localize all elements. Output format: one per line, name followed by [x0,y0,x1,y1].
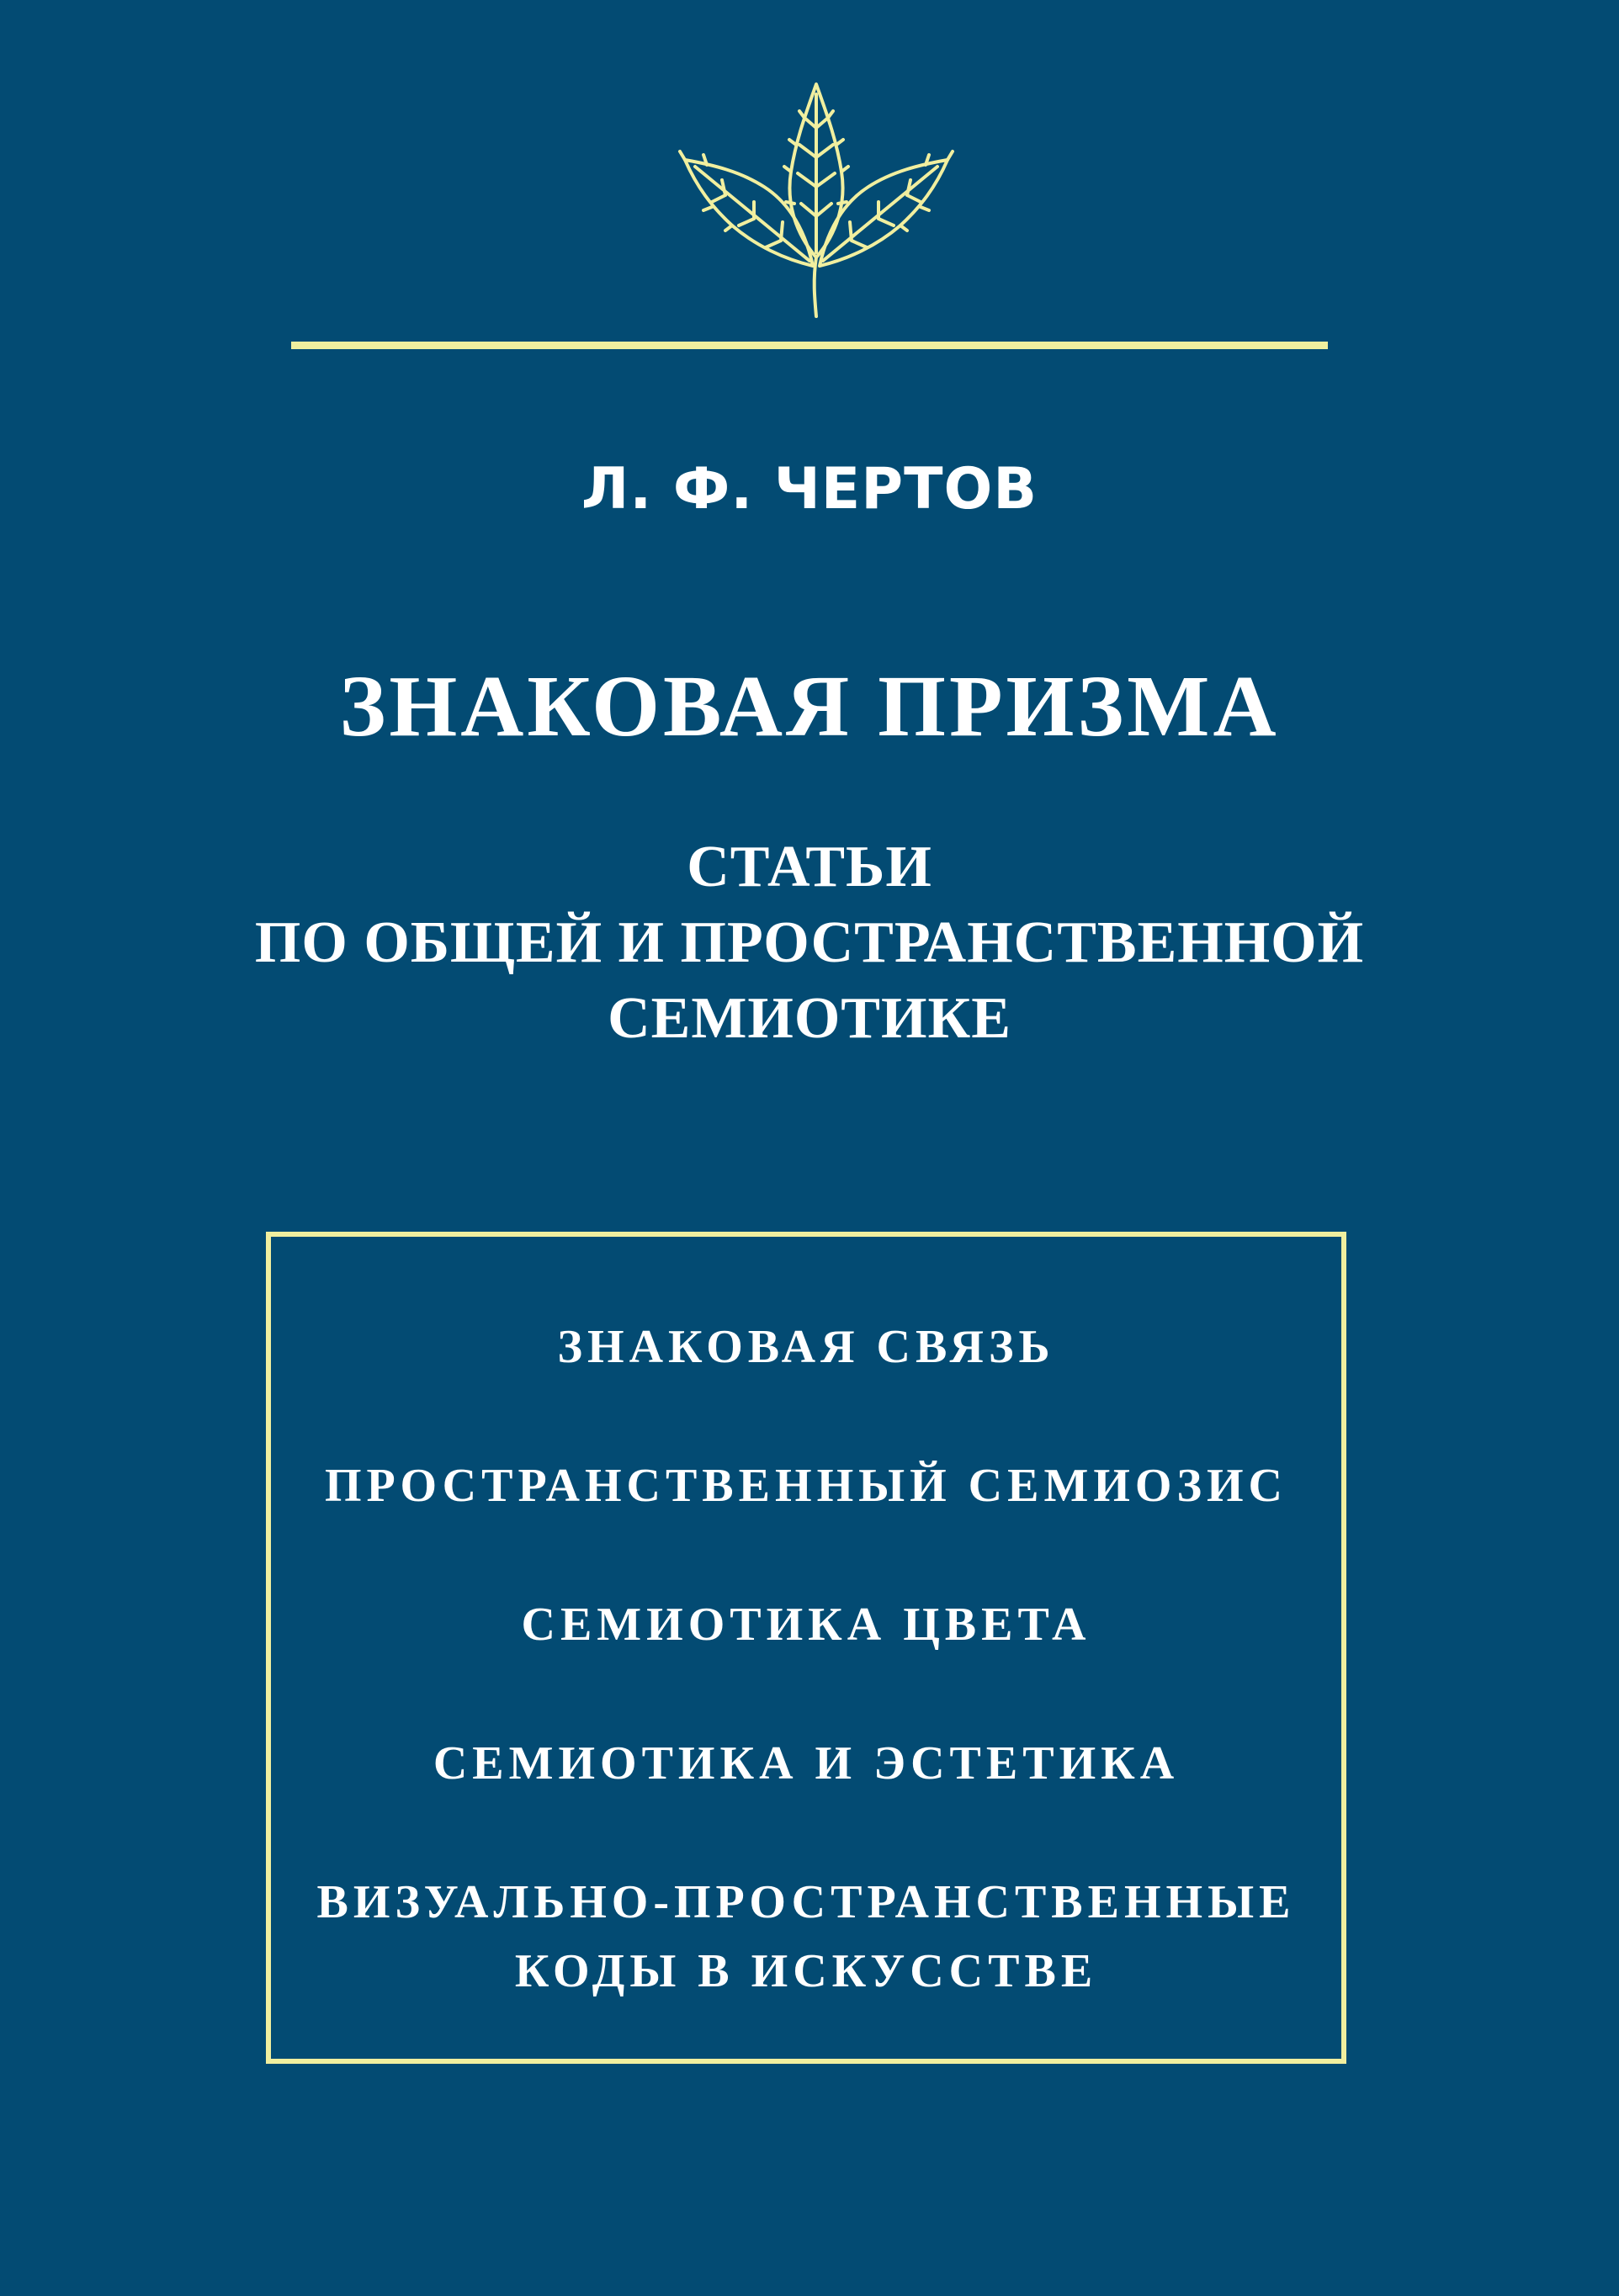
subtitle-line: СТАТЬИ [687,835,932,899]
author-name: Л. Ф. ЧЕРТОВ [581,456,1038,522]
topic-line: СЕМИОТИКА И ЭСТЕТИКА [433,1737,1180,1790]
subtitle-line: ПО ОБЩЕЙ И ПРОСТРАНСТВЕННОЙ [254,910,1365,975]
subtitle-line: СЕМИОТИКЕ [608,986,1011,1051]
topic-line: КОДЫ В ИСКУССТВЕ [514,1945,1098,1997]
topic-item [271,1868,1341,2006]
topic-item [271,1451,1341,1520]
topic-line: СЕМИОТИКА ЦВЕТА [521,1599,1091,1651]
divider-rule [291,342,1328,349]
book-title: ЗНАКОВАЯ ПРИЗМА [339,658,1280,755]
topic-item [271,1312,1341,1381]
topics-frame [266,1232,1346,2064]
book-subtitle [0,830,1619,1057]
leaf-emblem-icon [673,77,959,321]
topic-line: ВИЗУАЛЬНО-ПРОСТРАНСТВЕННЫЕ [316,1876,1296,1928]
topic-line: ЗНАКОВАЯ СВЯЗЬ [557,1321,1055,1373]
topic-item [271,1729,1341,1798]
topic-item [271,1590,1341,1659]
topic-line: ПРОСТРАНСТВЕННЫЙ СЕМИОЗИС [325,1460,1287,1512]
